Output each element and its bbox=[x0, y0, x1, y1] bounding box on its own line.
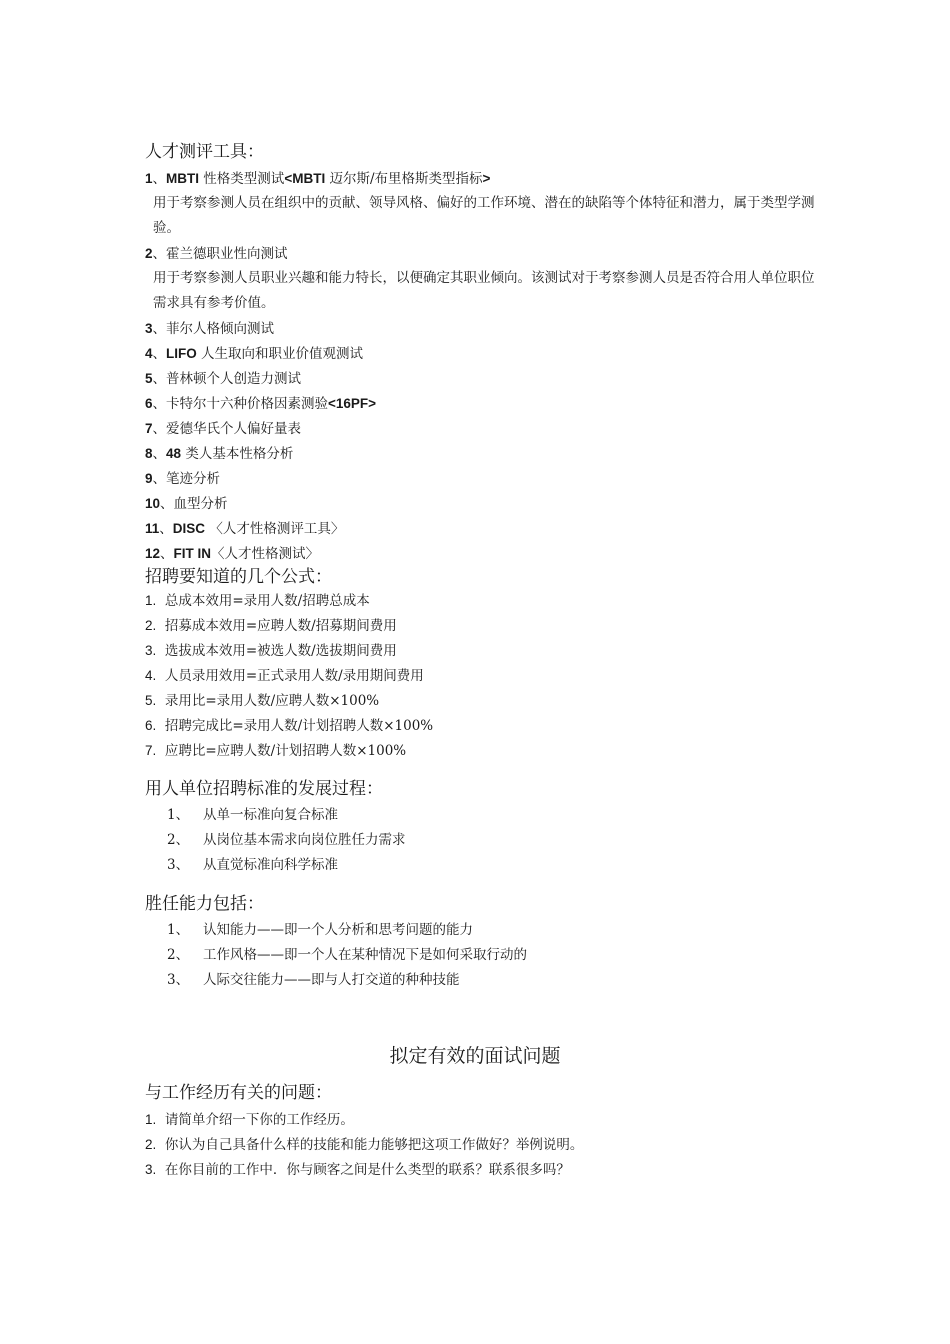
formula-item: 7. 应聘比=应聘人数/计划招聘人数×100% bbox=[145, 743, 407, 759]
competency-item: 3、 人际交往能力——即与人打交道的种种技能 bbox=[167, 972, 460, 988]
standard-item: 3、 从直觉标准向科学标准 bbox=[167, 857, 338, 873]
list-item: 3、菲尔人格倾向测试 bbox=[145, 321, 275, 337]
section-heading-assessment-tools: 人才测评工具： bbox=[145, 142, 264, 162]
list-item: 1、MBTI 性格类型测试<MBTI 迈尔斯/布里格斯类型指标> bbox=[145, 171, 491, 187]
list-item: 12、FIT IN〈人才性格测试〉 bbox=[145, 546, 320, 562]
list-item: 9、笔迹分析 bbox=[145, 471, 221, 487]
list-item: 5、普林顿个人创造力测试 bbox=[145, 371, 302, 387]
section-heading-work-experience: 与工作经历有关的问题： bbox=[145, 1083, 332, 1103]
section-heading-competencies: 胜任能力包括： bbox=[145, 894, 264, 914]
section-title-interview-questions: 拟定有效的面试问题 bbox=[389, 1045, 561, 1067]
question-item: 1. 请简单介绍一下你的工作经历。 bbox=[145, 1112, 354, 1128]
formula-item: 4. 人员录用效用=正式录用人数/录用期间费用 bbox=[145, 668, 424, 684]
formula-item: 1. 总成本效用=录用人数/招聘总成本 bbox=[145, 593, 370, 609]
formula-item: 3. 选拔成本效用=被选人数/选拔期间费用 bbox=[145, 643, 397, 659]
competency-item: 2、 工作风格——即一个人在某种情况下是如何采取行动的 bbox=[167, 947, 527, 963]
standard-item: 2、 从岗位基本需求向岗位胜任力需求 bbox=[167, 832, 406, 848]
document-page bbox=[145, 138, 825, 1182]
standard-item: 1、 从单一标准向复合标准 bbox=[167, 807, 338, 823]
formula-item: 5. 录用比=录用人数/应聘人数×100% bbox=[145, 693, 380, 709]
item-description: 用于考察参测人员在组织中的贡献、领导风格、偏好的工作环境、潜在的缺陷等个体特征和潜力，属于类型学测验。 bbox=[153, 195, 815, 236]
list-item: 4、LIFO 人生取向和职业价值观测试 bbox=[145, 346, 364, 362]
section-heading-recruitment-formulas: 招聘要知道的几个公式： bbox=[145, 567, 332, 587]
formula-item: 6. 招聘完成比=录用人数/计划招聘人数×100% bbox=[145, 718, 434, 734]
item-description: 用于考察参测人员职业兴趣和能力特长，以便确定其职业倾向。该测试对于考察参测人员是否符合用人单位职位需求具有参考价值。 bbox=[153, 270, 815, 311]
competency-item: 1、 认知能力——即一个人分析和思考问题的能力 bbox=[167, 922, 473, 938]
list-item: 7、爱德华氏个人偏好量表 bbox=[145, 421, 302, 437]
list-item: 8、48 类人基本性格分析 bbox=[145, 446, 294, 462]
question-item: 3. 在你目前的工作中．你与顾客之间是什么类型的联系？联系很多吗？ bbox=[145, 1162, 570, 1178]
list-item: 11、DISC 〈人才性格测评工具〉 bbox=[145, 521, 345, 537]
list-item: 10、血型分析 bbox=[145, 496, 228, 512]
list-item: 6、卡特尔十六种价格因素测验<16PF> bbox=[145, 396, 377, 412]
formula-item: 2. 招募成本效用=应聘人数/招募期间费用 bbox=[145, 618, 397, 634]
question-item: 2. 你认为自己具备什么样的技能和能力能够把这项工作做好？举例说明。 bbox=[145, 1137, 584, 1153]
section-heading-recruitment-standards: 用人单位招聘标准的发展过程： bbox=[145, 779, 383, 799]
list-item: 2、霍兰德职业性向测试 bbox=[145, 246, 288, 262]
